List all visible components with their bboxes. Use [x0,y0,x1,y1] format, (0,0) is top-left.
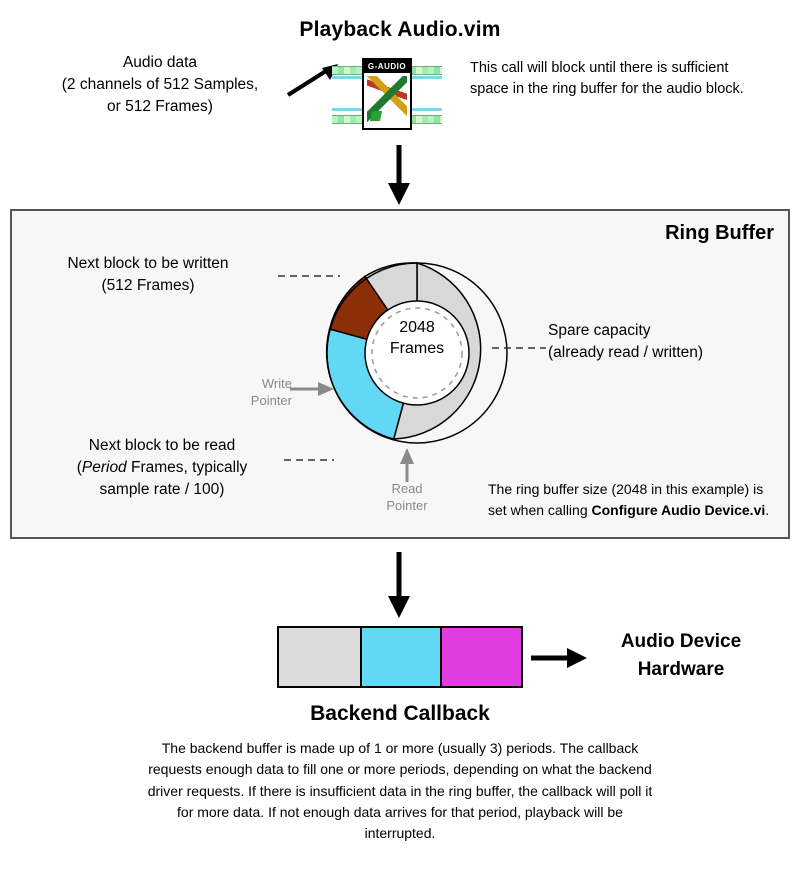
vi-icon-caption: G-AUDIO [364,60,410,73]
backend-period-read [360,628,441,686]
next-block-read-line2-rest: Frames, typically [126,459,248,476]
write-pointer-label [222,376,292,410]
next-block-written-line2: (512 Frames) [101,277,195,294]
spare-capacity-line2: (already read / written) [548,344,704,361]
audio-data-label-line1: Audio data [122,54,198,71]
spare-capacity-line1: Spare capacity [548,322,651,339]
ring-size-note-suffix: . [765,502,770,518]
next-block-read-period-word: Period [81,459,127,476]
next-block-read-line3: sample rate / 100) [99,481,225,498]
playback-audio-vi-icon[interactable] [332,58,442,130]
audio-device-line2: Hardware [637,658,725,680]
next-block-written-label [18,253,278,297]
arrow-ring-buffer-to-backend [383,552,415,620]
audio-device-line1: Audio Device [620,631,742,652]
audio-data-label [20,52,300,118]
spare-capacity-label [548,320,788,364]
read-pointer-line1: Read [391,481,423,496]
backend-period-spare [279,628,360,686]
next-block-written-line1: Next block to be written [67,255,229,272]
backend-buffer [277,626,523,688]
page-title: Playback Audio.vim [299,18,501,41]
ring-buffer-capacity-value: 2048 [399,319,435,336]
vi-icon-artwork [367,76,407,125]
ring-size-note-prefix: The ring buffer size (2048 in this example) is set when calling [488,481,764,518]
next-block-read-paren: ( [76,459,82,476]
ring-buffer-capacity-label [322,318,512,360]
backend-callback-note: The backend buffer is made up of 1 or more (usually 3) periods. The callback requests enough data to fill one or more periods, depending on what the backend driver requests. If there is insufficient data in the ring buffer, the callback will poll it for more data. If not enough data arrives for that period, playback will be interrupted. [147,740,653,842]
audio-data-label-line2: (2 channels of 512 Samples, [61,76,259,93]
write-pointer-arrow [290,378,336,400]
ring-buffer-size-note [488,479,780,521]
read-pointer-line2: Pointer [386,497,428,513]
audio-data-label-line3: or 512 Frames) [107,98,213,115]
vi-icon-plate [362,58,412,130]
write-pointer-line1: Write [261,376,292,391]
read-pointer-arrow [396,448,418,484]
write-pointer-line2: Pointer [250,392,292,408]
leader-next-written [278,268,342,284]
next-block-read-line2 [42,457,282,479]
audio-device-hardware-label [566,628,796,683]
arrow-vi-to-ring-buffer [383,145,415,207]
blocking-call-note: This call will block until there is sufficient space in the ring buffer for the audio block. [470,60,744,98]
backend-callback-title: Backend Callback [310,702,490,725]
leader-spare-capacity [492,340,548,356]
ring-buffer-title: Ring Buffer [665,222,774,244]
next-block-read-label [42,435,282,501]
ring-buffer-capacity-unit: Frames [389,339,445,357]
leader-next-read [284,452,336,468]
backend-period-next [440,628,521,686]
read-pointer-label [362,481,452,515]
configure-audio-device-vi-name: Configure Audio Device.vi [591,502,766,518]
next-block-read-line1: Next block to be read [88,437,236,454]
